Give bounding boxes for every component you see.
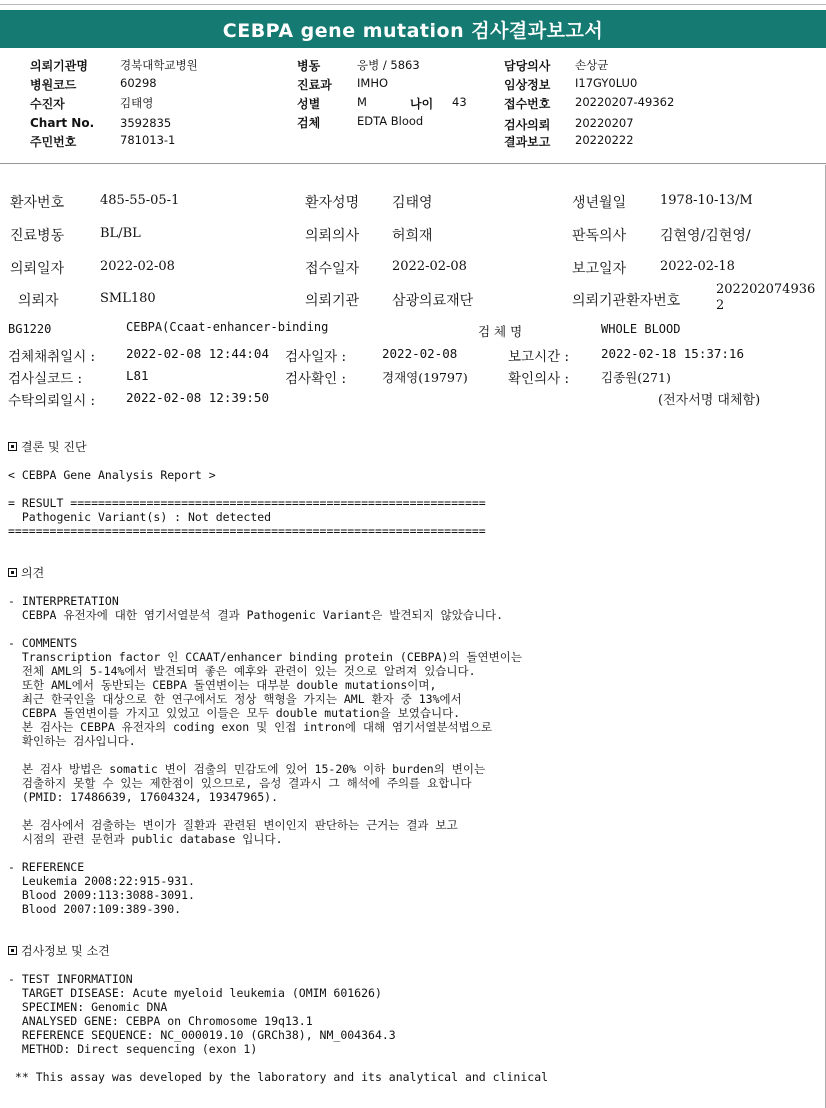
test-code: BG1220 — [8, 322, 52, 336]
label-result-report: 결과보고 — [504, 135, 551, 149]
comment-line: 최근 한국인을 대상으로 한 연구에서도 정상 핵형을 가지는 AML 환자 중 13%에서 — [8, 692, 462, 706]
value-test-confirm: 경재영(19797) — [382, 370, 468, 385]
value-birthdate: 1978-10-13/M — [660, 193, 753, 208]
comment-line: 본 검사 방법은 somatic 변이 검출의 민감도에 있어 15-20% 이하 burden의 변이는 — [8, 762, 486, 776]
label-specimen: 검체 — [297, 116, 321, 130]
label-resident-no: 주민번호 — [30, 135, 77, 149]
comment-line: 본 검사에서 검출하는 변이가 질환과 관련된 변이인지 판단하는 근거는 결과 보고 — [8, 818, 458, 832]
top-border — [0, 4, 826, 5]
reference-item: Leukemia 2008:22:915-931. — [8, 874, 195, 888]
esign-note: (전자서명 대체함) — [658, 393, 761, 408]
value-lab-code: L81 — [126, 368, 149, 383]
comment-line: CEBPA 돌연변이를 가지고 있었고 이들은 모두 double mutation을 보였습니다. — [8, 706, 461, 720]
test-info-line: REFERENCE SEQUENCE: NC_000019.10 (GRCh38), NM_004364.3 — [8, 1028, 396, 1042]
label-lab-code: 검사실코드 : — [8, 371, 83, 387]
section-conclusion: 결론 및 진단 — [8, 440, 818, 454]
comment-line: 확인하는 검사입니다. — [8, 734, 136, 748]
test-info-head: - TEST INFORMATION — [8, 972, 133, 986]
value-req-institution: 삼광의료재단 — [392, 293, 474, 309]
comment-line: Transcription factor 인 CCAAT/enhancer binding protein (CEBPA)의 돌연변이는 — [8, 650, 522, 664]
value-req-doctor: 허희재 — [392, 228, 433, 244]
comment-line: 본 검사는 CEBPA 유전자의 coding exon 및 인접 intron에 대해 염기서열분석법으로 — [8, 720, 492, 734]
label-confirm-doctor: 확인의사 : — [508, 371, 570, 387]
value-confirm-doctor: 김종원(271) — [601, 370, 671, 385]
header-info — [0, 52, 826, 162]
square-bullet-icon — [8, 568, 17, 577]
label-age: 나이 — [410, 97, 434, 111]
header-divider — [0, 163, 826, 164]
interpretation-head: - INTERPRETATION — [8, 594, 119, 608]
label-clinical-info: 임상정보 — [504, 78, 551, 92]
label-receipt-date: 접수일자 — [305, 261, 360, 277]
value-reading-doctor: 김현영/김현영/ — [660, 228, 751, 244]
label-ward: 병동 — [297, 59, 321, 73]
report-body — [8, 440, 818, 1084]
value-test-date: 2022-02-08 — [382, 346, 458, 361]
value-institution: 경북대학교병원 — [120, 58, 198, 72]
value-report-time: 2022-02-18 15:37:16 — [601, 346, 744, 361]
label-test-confirm: 검사확인 : — [285, 371, 347, 387]
label-req-date: 의뢰일자 — [10, 261, 65, 277]
label-specimen-name: 검 체 명 — [478, 324, 523, 339]
test-info-line: SPECIMEN: Genomic DNA — [8, 1000, 168, 1014]
value-collect-time: 2022-02-08 12:44:04 — [126, 346, 269, 361]
value-receipt-date: 2022-02-08 — [392, 259, 467, 274]
square-bullet-icon — [8, 946, 17, 955]
result-value: Pathogenic Variant(s) : Not detected — [8, 510, 272, 524]
report-title: CEBPA gene mutation 검사결과보고서 — [0, 10, 826, 48]
label-ward2: 진료병동 — [10, 228, 65, 244]
label-req-doctor: 의뢰의사 — [305, 228, 360, 244]
test-name: CEBPA(Ccaat-enhancer-binding — [126, 320, 329, 334]
label-institution: 의뢰기관명 — [30, 59, 88, 73]
value-age: 43 — [452, 95, 467, 109]
reference-item: Blood 2009:113:3088-3091. — [8, 888, 195, 902]
comment-line: 시점의 관련 문헌과 public database 입니다. — [8, 832, 283, 846]
label-receive-time: 수탁의뢰일시 : — [8, 393, 96, 409]
value-report-date: 2022-02-18 — [660, 259, 735, 274]
footer-note: ** This assay was developed by the laboratory and its analytical and clinical — [8, 1070, 549, 1084]
result-footer: ===================================================================== — [8, 524, 486, 538]
value-chart-no: 3592835 — [120, 116, 172, 130]
label-report-date: 보고일자 — [572, 261, 627, 277]
value-department: IMHO — [357, 76, 389, 90]
value-resident-no: 781013-1 — [120, 133, 176, 147]
label-patient-no: 환자번호 — [10, 195, 65, 211]
test-info-line: ANALYSED GENE: CEBPA on Chromosome 19q13.1 — [8, 1014, 313, 1028]
label-collect-time: 검체채취일시 : — [8, 349, 96, 365]
reference-item: Blood 2007:109:389-390. — [8, 902, 182, 916]
square-bullet-icon — [8, 442, 17, 451]
value-hospital-code: 60298 — [120, 76, 157, 90]
section-test-info: 검사정보 및 소견 — [8, 944, 818, 958]
label-receipt-no: 접수번호 — [504, 97, 551, 111]
comment-line: 전체 AML의 5-14%에서 발견되며 좋은 예후와 관련이 있는 것으로 알려져 있습니다. — [8, 664, 476, 678]
value-requester: SML180 — [100, 291, 156, 306]
value-patient-name: 김태영 — [392, 195, 433, 211]
label-requester: 의뢰자 — [18, 293, 59, 309]
value-patient: 김태영 — [120, 96, 154, 110]
value-receive-time: 2022-02-08 12:39:50 — [126, 390, 269, 405]
comment-line: 검출하지 못할 수 있는 제한점이 있으므로, 음성 결과시 그 해석에 주의를 요합니다 — [8, 776, 472, 790]
interpretation-text: CEBPA 유전자에 대한 염기서열분석 결과 Pathogenic Variant은 발견되지 않았습니다. — [8, 608, 504, 622]
value-sex: M — [357, 95, 367, 109]
label-report-time: 보고시간 : — [508, 349, 570, 365]
value-req-date: 2022-02-08 — [100, 259, 175, 274]
label-test-date: 검사일자 : — [285, 349, 347, 365]
value-specimen-name: WHOLE BLOOD — [601, 322, 681, 336]
value-inst-patient-no: 202202074936 — [716, 282, 816, 297]
value-clinical-info: I17GY0LU0 — [575, 76, 638, 90]
value-inst-patient-no-tail: 2 — [716, 298, 725, 313]
result-header: = RESULT ============================================================ — [8, 496, 486, 510]
label-department: 진료과 — [297, 78, 332, 92]
comment-line: 또한 AML에서 동반되는 CEBPA 돌연변이는 대부분 double mutations이며, — [8, 678, 437, 692]
value-ward: 응병 / 5863 — [357, 58, 420, 72]
value-result-report: 20220222 — [575, 133, 634, 147]
label-sex: 성별 — [297, 97, 321, 111]
reference-head: - REFERENCE — [8, 860, 85, 874]
label-inst-patient-no: 의뢰기관환자번호 — [572, 293, 681, 309]
label-patient-name: 환자성명 — [305, 195, 360, 211]
label-birthdate: 생년월일 — [572, 195, 627, 211]
label-chart-no: Chart No. — [30, 116, 95, 130]
value-ward2: BL/BL — [100, 226, 141, 241]
comments-head: - COMMENTS — [8, 636, 78, 650]
value-receipt-no: 20220207-49362 — [575, 95, 675, 109]
value-patient-no: 485-55-05-1 — [100, 193, 180, 208]
value-test-request: 20220207 — [575, 116, 634, 130]
comment-line: (PMID: 17486639, 17604324, 19347965). — [8, 790, 279, 804]
label-reading-doctor: 판독의사 — [572, 228, 627, 244]
label-test-request: 검사의뢰 — [504, 118, 551, 132]
label-attending: 담당의사 — [504, 59, 551, 73]
section-opinion: 의견 — [8, 566, 818, 580]
value-specimen: EDTA Blood — [357, 114, 424, 128]
analysis-title: < CEBPA Gene Analysis Report > — [8, 468, 216, 482]
test-info-line: TARGET DISEASE: Acute myeloid leukemia (OMIM 601626) — [8, 986, 382, 1000]
test-info-line: METHOD: Direct sequencing (exon 1) — [8, 1042, 258, 1056]
label-hospital-code: 병원코드 — [30, 78, 77, 92]
label-req-institution: 의뢰기관 — [305, 293, 360, 309]
label-patient: 수진자 — [30, 97, 65, 111]
value-attending: 손상균 — [575, 58, 609, 72]
